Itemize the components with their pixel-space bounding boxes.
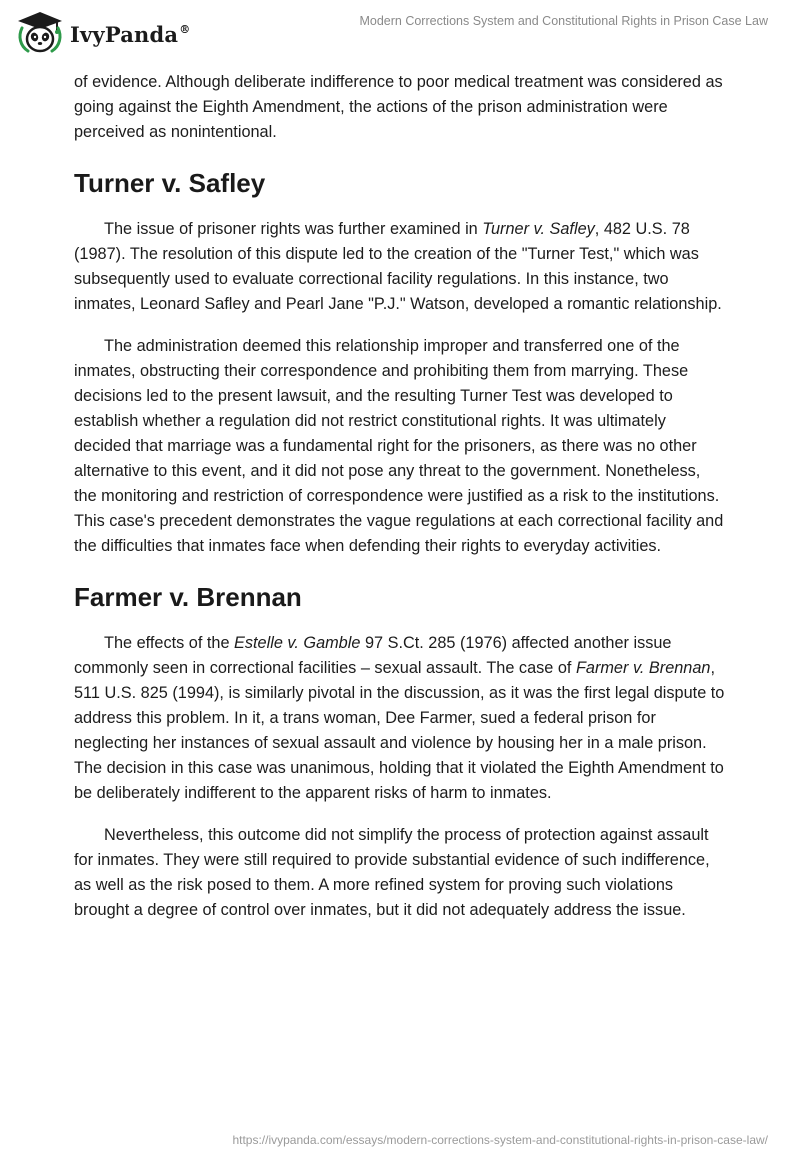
farmer-paragraph-2: Nevertheless, this outcome did not simplify the process of protection against assault for inmates. They were still required to provide substantial evidence of such indifference, as well as the risk posed to them. A more refined system for proving such violations brought a degree of control over inmates, but it did not adequately address the issue. bbox=[74, 826, 710, 919]
turner-paragraph-2: The administration deemed this relationship improper and transferred one of the inmates, obstructing their correspondence and prohibiting them from marrying. These decisions led to the present lawsuit, and the resulting Turner Test was developed to establish whether a regulation did not restrict constitutional rights. It was ultimately decided that marriage was a fundamental right for the prisoners, as there was no other alternative to this event, and it did not pose any threat to the government. Nonetheless, the monitoring and restriction of correspondence were justified as a risk to the institutions. This case's precedent demonstrates the vague regulations at each correctional facility and the difficulties that inmates face when defending their rights to everyday activities. bbox=[74, 337, 724, 555]
section-heading-farmer: Farmer v. Brennan bbox=[74, 582, 302, 612]
intro-paragraph: of evidence. Although deliberate indifference to poor medical treatment was considered as going against the Eighth Amendment, the actions of the prison administration were perceived as nonintentional. bbox=[74, 73, 723, 141]
brand-name: IvyPanda® bbox=[70, 21, 191, 47]
page-header bbox=[0, 0, 800, 64]
section-heading-turner: Turner v. Safley bbox=[74, 168, 266, 198]
essay-body bbox=[74, 70, 726, 923]
brand-logo[interactable] bbox=[16, 10, 190, 54]
farmer-paragraph-1: The effects of the Estelle v. Gamble 97 S.Ct. 285 (1976) affected another issue commonly seen in correctional facilities – sexual assault. The case of Farmer v. Brennan, 511 U.S. 825 (1994), is similarly pivotal in the discussion, as it was the first legal dispute to address this problem. In it, a trans woman, Dee Farmer, sued a federal prison for neglecting her instances of sexual assault and violence by housing her in a male prison. The decision in this case was unanimous, holding that it violated the Eighth Amendment to be deliberately indifferent to the apparent risks of harm to inmates. bbox=[74, 634, 725, 802]
case-citation-italic: Turner v. Safley bbox=[482, 220, 595, 238]
panda-graduate-icon bbox=[16, 10, 64, 54]
case-citation-italic: Estelle v. Gamble bbox=[234, 634, 361, 652]
document-title: Modern Corrections System and Constitutional Rights in Prison Case Law bbox=[359, 14, 768, 28]
case-citation-italic: Farmer v. Brennan bbox=[575, 659, 711, 677]
turner-paragraph-1: The issue of prisoner rights was further examined in Turner v. Safley, 482 U.S. 78 (1987). The resolution of this dispute led to the creation of the "Turner Test," which was subsequently used to evaluate correctional facility regulations. In this instance, two inmates, Leonard Safley and Pearl Jane "P.J." Watson, developed a romantic relationship. bbox=[74, 220, 722, 313]
registered-mark: ® bbox=[179, 22, 191, 36]
source-url[interactable]: https://ivypanda.com/essays/modern-corrections-system-and-constitutional-rights-in-prison-case-law/ bbox=[232, 1133, 768, 1147]
